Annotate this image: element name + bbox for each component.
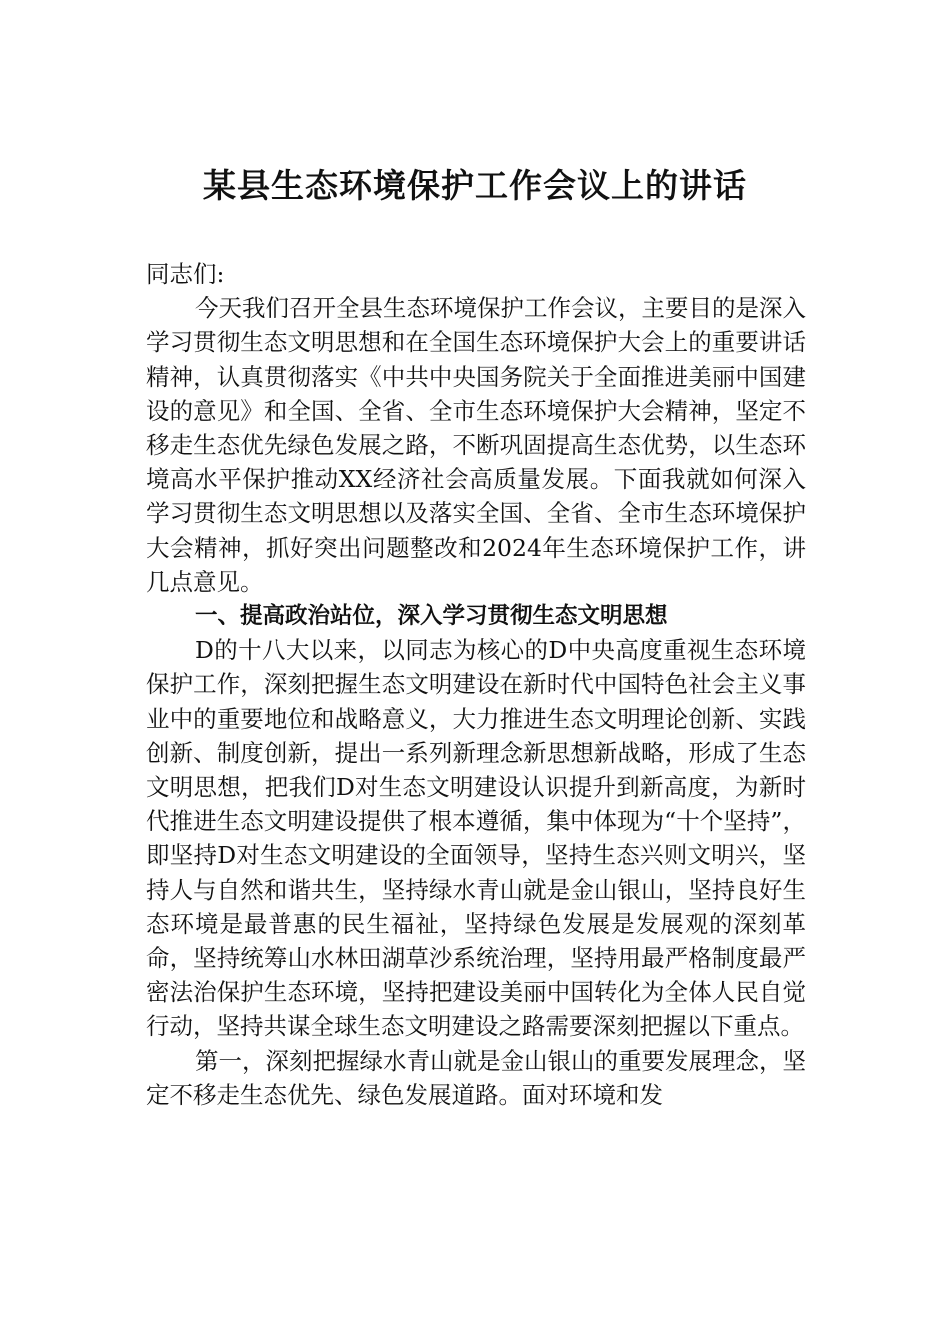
section-paragraph: 第一，深刻把握绿水青山就是金山银山的重要发展理念，坚定不移走生态优先、绿色发展道路。面对环境和发 (146, 1046, 806, 1109)
document-title: 某县生态环境保护工作会议上的讲话 (203, 166, 747, 205)
document-body (146, 257, 806, 1112)
section-paragraph: D的十八大以来，以同志为核心的D中央高度重视生态环境保护工作，深刻把握生态文明建设在新时代中国特色社会主义事业中的重要地位和战略意义，大力推进生态文明理论创新、实践创新、制度创新，提出一系列新理念新思想新战略，形成了生态文明思想，把我们D对生态文明建设认识提升到新高度，为新时代推进生态文明建设提供了根本遵循，集中体现为“十个坚持”，即坚持D对生态文明建设的全面领导，坚持生态兴则文明兴，坚持人与自然和谐共生，坚持绿水青山就是金山银山，坚持良好生态环境是最普惠的民生福祉，坚持绿色发展是发展观的深刻革命，坚持统筹山水林田湖草沙系统治理，坚持用最严格制度最严密法治保护生态环境，坚持把建设美丽中国转化为全体人民自觉行动，坚持共谋全球生态文明建设之路需要深刻把握以下重点。 (146, 636, 806, 1041)
section-heading: 一、提高政治站位，深入学习贯彻生态文明思想 (195, 603, 668, 630)
intro-paragraph: 今天我们召开全县生态环境保护工作会议，主要目的是深入学习贯彻生态文明思想和在全国生态环境保护大会上的重要讲话精神，认真贯彻落实《中共中央国务院关于全面推进美丽中国建设的意见》和全国、全省、全市生态环境保护大会精神，坚定不移走生态优先绿色发展之路，不断巩固提高生态优势，以生态环境高水平保护推动XX经济社会高质量发展。下面我就如何深入学习贯彻生态文明思想以及落实全国、全省、全市生态环境保护大会精神，抓好突出问题整改和2024年生态环境保护工作，讲几点意见。 (146, 294, 806, 596)
salutation: 同志们: (146, 260, 225, 288)
